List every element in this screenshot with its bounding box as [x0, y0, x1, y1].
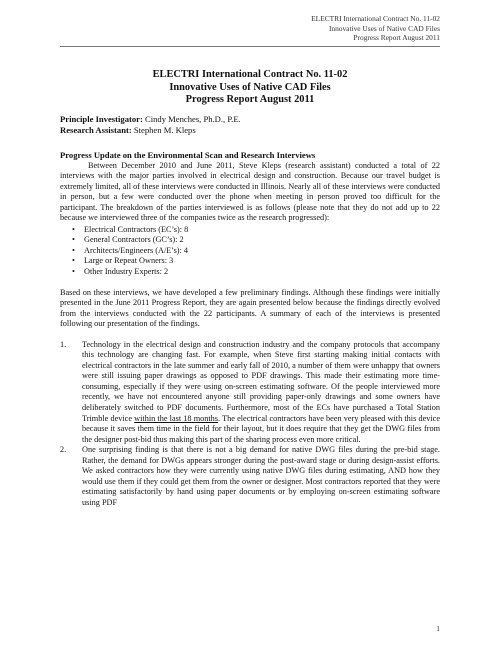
- bullet-icon: •: [72, 224, 75, 234]
- running-header-line-3: Progress Report August 2011: [353, 33, 440, 43]
- title-line-2: Innovative Uses of Native CAD Files: [169, 81, 331, 93]
- spacer: [60, 330, 440, 340]
- bullet-icon: •: [72, 245, 75, 255]
- finding-number: 2.: [60, 445, 67, 455]
- section-heading: Progress Update on the Environmental Scan and Research Interviews: [60, 150, 316, 160]
- list-item: • Electrical Contractors (EC’s): 8: [72, 224, 189, 234]
- findings-intro-paragraph: Based on these interviews, we have developed a few preliminary findings. Although these findings were initially presented in the June 2011 Progress Report, they are again presented below because the findings directly evolved from the interviews conducted with the 22 participants. A summary of each of the interviews is presented following our presentation of the findings.: [60, 287, 440, 329]
- finding-item-1: 1. Technology in the electrical design and construction industry and the company protocols that accompany this technology are changing fast. For example, when Steve first starting making initial contacts with electrical contractors in the late summer and early fall of 2010, a number of them were unhappy that owners were still issuing paper drawings as opposed to PDF drawings. This made their estimating more time-consuming, especially if they were using on-screen estimating software. Of the people interviewed more recently, we have not encountered anyone still providing paper-only drawings and some owners have deliberately switched to PDF documents. Furthermore, most of the ECs have purchased a Total Station Trimble device within the last 18 months. The electrical contractors have been very pleased with this device because it saves them time in the field for their layout, but it does require that they get the DWG files from the designer post-bid thus making this part of the sharing process even more critical.: [60, 339, 440, 444]
- list-item: • Architects/Engineers (A/E’s): 4: [72, 245, 189, 255]
- main-content: [60, 150, 440, 509]
- finding-item-2: 2. One surprising finding is that there is not a big demand for native DWG files during the pre-bid stage. Rather, the demand for DWGs appears stronger during the post-award stage or during design-assist efforts. We asked contractors how they were currently using native DWG files during estimating, AND how they would use them if they could get them from the owner or designer. Most contractors reported that they were estimating satisfactorily by hand using paper documents or by employing on-screen estimating software using PDF: [60, 445, 440, 507]
- title-line-3: Progress Report August 2011: [185, 94, 315, 106]
- list-item: • General Contractors (GC’s): 2: [72, 235, 184, 245]
- research-assistant-line: [60, 125, 241, 136]
- running-header-line-2: Innovative Uses of Native CAD Files: [328, 23, 440, 33]
- finding-number: 1.: [60, 339, 67, 349]
- title-line-1: ELECTRI International Contract No. 11-02: [152, 69, 348, 80]
- bullet-icon: •: [72, 267, 75, 277]
- bullet-icon: •: [72, 256, 75, 266]
- title-block: [0, 69, 500, 107]
- underlined-text: within the last 18 months: [134, 413, 219, 423]
- principal-investigator-label: Principle Investigator:: [60, 114, 143, 124]
- participant-list: [60, 225, 440, 278]
- research-assistant-name: Stephen M. Kleps: [133, 125, 196, 135]
- header-rule: [60, 46, 440, 47]
- findings-list: [60, 340, 440, 509]
- list-item: • Other Industry Experts: 2: [72, 267, 169, 277]
- list-item: • Large or Repeat Owners: 3: [72, 256, 174, 266]
- running-header-line-1: ELECTRI International Contract No. 11-02: [311, 14, 440, 23]
- running-header: [311, 14, 440, 43]
- research-assistant-label: Research Assistant:: [60, 125, 132, 135]
- spacer: [60, 278, 440, 288]
- principal-investigator-line: [60, 114, 241, 125]
- people-block: [60, 114, 241, 136]
- page-number: 1: [436, 624, 440, 633]
- bullet-icon: •: [72, 235, 75, 245]
- principal-investigator-name: Cindy Menches, Ph.D., P.E.: [144, 114, 241, 124]
- intro-paragraph: Between December 2010 and June 2011, Steve Kleps (research assistant) conducted a total of 22 interviews with the major parties involved in electrical design and construction. Because our travel budget is extremely limited, all of these interviews were conducted in Illinois. Nearly all of these interviews were conducted in person, but a few were conducted over the phone when meeting in person proved too difficult for the participant. The breakdown of the parties interviewed is as follows (please note that they do not add up to 22 because we interviewed three of the companies twice as the research progressed):: [60, 160, 440, 223]
